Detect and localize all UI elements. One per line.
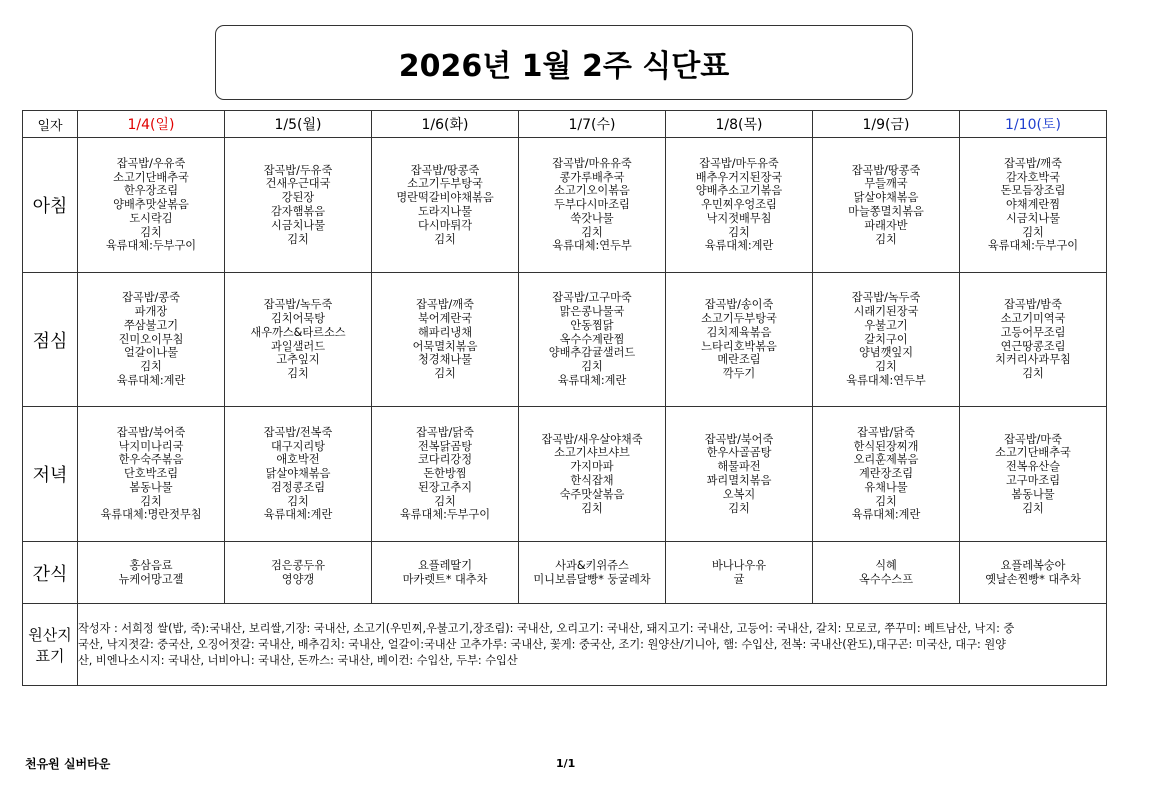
menu-item: 유채나물: [864, 480, 908, 494]
menu-item: 홍삼음료: [129, 558, 173, 572]
menu-item: 소고기두부탕국: [407, 177, 483, 191]
menu-cell: [372, 407, 519, 542]
menu-item: 옥수수스프: [858, 572, 914, 586]
menu-item: 육류대체:두부구이: [105, 239, 197, 253]
meal-row-snack: [23, 542, 1107, 604]
meal-label: 점심: [23, 273, 78, 407]
menu-cell: [225, 138, 372, 273]
menu-item: 사과&키위쥬스: [555, 558, 629, 572]
title-box: [215, 25, 913, 100]
menu-item: 콩가루배추국: [559, 170, 625, 184]
menu-item: 잡곡밥/땅콩죽: [410, 163, 480, 177]
menu-cell: [813, 273, 960, 407]
menu-item: 김치: [875, 232, 897, 246]
menu-item: 김치: [434, 494, 456, 508]
menu-cell: [225, 407, 372, 542]
menu-item: 잡곡밥/북어죽: [116, 425, 186, 439]
menu-item: 전복유산슬: [1005, 460, 1061, 474]
menu-item: 낙지미나리국: [118, 439, 184, 453]
meal-row-dinner: [23, 407, 1107, 542]
menu-item: 애호박전: [276, 453, 320, 467]
meal-row-breakfast: [23, 138, 1107, 273]
menu-item: 느타리호박볶음: [701, 339, 777, 353]
menu-item: 육류대체:연두부: [552, 239, 632, 253]
menu-item: 양배추감귤샐러드: [548, 346, 636, 360]
menu-item: 된장고추지: [417, 480, 473, 494]
day-header: 1/10(토): [960, 111, 1107, 138]
menu-item: 김치: [875, 494, 897, 508]
menu-item: 우불고기: [864, 318, 908, 332]
date-header-label: 일자: [23, 111, 78, 138]
menu-item: 잡곡밥/우유죽: [116, 156, 186, 170]
menu-item: 명란떡갈비야채볶음: [396, 191, 494, 205]
menu-item: 가지마파: [570, 460, 614, 474]
menu-item: 코다리강정: [417, 453, 473, 467]
menu-item: 김치: [140, 494, 162, 508]
menu-item: 고등어무조림: [1000, 325, 1066, 339]
menu-item: 무들깨국: [864, 177, 908, 191]
menu-item: 메란조림: [717, 353, 761, 367]
menu-item: 육류대체:두부구이: [399, 508, 491, 522]
day-header: 1/8(목): [666, 111, 813, 138]
menu-item: 김치: [1022, 367, 1044, 381]
origin-label: 원산지 표기: [23, 604, 78, 686]
menu-item: 다시마튀각: [417, 218, 473, 232]
menu-item: 양배추맛살볶음: [113, 198, 189, 212]
menu-cell: [519, 542, 666, 604]
menu-item: 감자호박국: [1005, 170, 1061, 184]
menu-item: 깍두기: [722, 367, 756, 381]
menu-item: 김치: [287, 232, 309, 246]
menu-item: 시금치나물: [1005, 211, 1061, 225]
menu-cell: [225, 542, 372, 604]
menu-item: 김치: [434, 367, 456, 381]
menu-item: 영양갱: [281, 572, 315, 586]
menu-cell: [519, 138, 666, 273]
menu-cell: [666, 407, 813, 542]
menu-item: 김치: [581, 225, 603, 239]
menu-cell: [960, 138, 1107, 273]
menu-item: 식혜: [875, 558, 897, 572]
menu-item: 계란장조림: [858, 467, 914, 481]
menu-item: 김치: [875, 360, 897, 374]
day-header: 1/9(금): [813, 111, 960, 138]
menu-cell: [78, 542, 225, 604]
menu-item: 마카렛트* 대추차: [402, 572, 488, 586]
menu-item: 김치제육볶음: [706, 325, 772, 339]
menu-item: 전복닭곰탕: [417, 439, 473, 453]
menu-item: 잡곡밥/송이죽: [704, 298, 774, 312]
menu-cell: [813, 407, 960, 542]
menu-item: 김치어묵탕: [270, 311, 326, 325]
menu-item: 시래기된장국: [853, 305, 919, 318]
menu-item: 새우까스&타르소스: [250, 325, 346, 339]
menu-item: 잡곡밥/고구마죽: [552, 291, 632, 305]
menu-item: 잡곡밥/새우살야채죽: [541, 432, 643, 446]
menu-item: 안동찜닭: [570, 318, 614, 332]
menu-cell: [225, 273, 372, 407]
menu-item: 과일샐러드: [270, 339, 326, 353]
menu-item: 닭살야채볶음: [853, 191, 919, 205]
menu-item: 야채계란찜: [1005, 198, 1061, 212]
menu-item: 김치: [1022, 501, 1044, 515]
menu-cell: [78, 138, 225, 273]
menu-item: 잡곡밥/전복죽: [263, 425, 333, 439]
menu-item: 파개장: [134, 305, 168, 318]
meal-label: 저녁: [23, 407, 78, 542]
menu-cell: [519, 273, 666, 407]
menu-item: 해물파전: [717, 460, 761, 474]
menu-item: 소고기미역국: [1000, 311, 1066, 325]
menu-item: 도라지나물: [417, 205, 473, 218]
menu-cell: [813, 138, 960, 273]
menu-item: 김치: [728, 225, 750, 239]
menu-item: 한식잡채: [570, 474, 614, 487]
menu-item: 단호박조림: [123, 467, 179, 481]
menu-item: 육류대체:계란: [116, 373, 186, 387]
menu-item: 어묵멸치볶음: [412, 339, 478, 353]
menu-item: 봄동나물: [1011, 487, 1055, 501]
menu-item: 닭살야채볶음: [265, 467, 331, 481]
menu-item: 김치: [581, 501, 603, 515]
menu-item: 소고기두부탕국: [701, 311, 777, 325]
menu-item: 북어계란국: [417, 311, 473, 325]
day-header: 1/6(화): [372, 111, 519, 138]
menu-item: 돈한방찜: [423, 467, 467, 481]
menu-item: 잡곡밥/닭죽: [416, 425, 474, 439]
menu-item: 김치: [287, 367, 309, 381]
footer-page-number: 1/1: [556, 757, 576, 770]
menu-cell: [372, 138, 519, 273]
menu-item: 쭈삼불고기: [123, 318, 179, 332]
menu-item: 갈치구이: [864, 332, 908, 346]
menu-item: 잡곡밥/땅콩죽: [851, 163, 921, 177]
day-header: 1/5(월): [225, 111, 372, 138]
menu-item: 숙주맛살볶음: [559, 487, 625, 501]
menu-item: 해파리냉채: [417, 325, 473, 339]
menu-item: 잡곡밥/마죽: [1004, 432, 1062, 446]
menu-item: 도시락김: [129, 211, 173, 225]
origin-line: 산, 비엔나소시지: 국내산, 너비아니: 국내산, 돈까스: 국내산, 베이컨: 수입산, 두부: 수입산: [78, 653, 518, 667]
menu-item: 고구마조림: [1005, 474, 1061, 487]
menu-cell: [666, 273, 813, 407]
menu-item: 육류대체:계란: [557, 373, 627, 387]
menu-item: 양념깻잎지: [858, 346, 914, 360]
menu-item: 배추우거지된장국: [695, 170, 783, 184]
menu-item: 소고기단배추국: [995, 446, 1071, 460]
menu-item: 잡곡밥/북어죽: [704, 432, 774, 446]
menu-item: 검은콩두유: [270, 558, 326, 572]
origin-line: 국산, 낙지젓갈: 중국산, 오징어젓갈: 국내산, 배추김치: 국내산, 얼갈이:국내산 고추가루: 국내산, 꽃게: 중국산, 조기: 원양산/기니아, 햄: 수입산, 전복: 국내산(완도),대구곤: 미국산, 대구: 원양: [78, 637, 1006, 651]
menu-cell: [960, 273, 1107, 407]
menu-cell: [960, 542, 1107, 604]
menu-item: 잡곡밥/깨죽: [1004, 156, 1062, 170]
menu-item: 소고기오이볶음: [554, 184, 630, 198]
menu-item: 마늘쫑멸치볶음: [848, 205, 924, 218]
menu-item: 한우장조림: [123, 184, 179, 198]
menu-item: 얼갈이나물: [123, 346, 179, 360]
menu-item: 잡곡밥/콩죽: [122, 291, 180, 305]
menu-item: 잡곡밥/녹두죽: [263, 298, 333, 312]
menu-item: 요플레딸기: [417, 558, 473, 572]
menu-item: 맑은콩나물국: [559, 305, 625, 318]
menu-cell: [78, 273, 225, 407]
meal-label: 아침: [23, 138, 78, 273]
menu-item: 진미오이무침: [118, 332, 184, 346]
menu-item: 낙지젓배무침: [706, 211, 772, 225]
menu-item: 한식된장찌개: [853, 439, 919, 453]
menu-item: 감자햄볶음: [270, 205, 326, 218]
menu-cell: [813, 542, 960, 604]
menu-item: 김치: [581, 360, 603, 374]
menu-item: 소고기샤브샤브: [554, 446, 630, 460]
menu-item: 잡곡밥/마유유죽: [552, 156, 632, 170]
meal-row-lunch: [23, 273, 1107, 407]
menu-item: 오복지: [722, 487, 756, 501]
menu-item: 두부다시마조림: [554, 198, 630, 212]
origin-line: 작성자 : 서희정 쌀(밥, 죽):국내산, 보리쌀,기장: 국내산, 소고기(우민찌,우불고기,장조림): 국내산, 오리고기: 국내산, 돼지고기: 국내산, 고등어: 국내산, 갈치: 모로코, 쭈꾸미: 베트남산, 낙지: 중: [78, 621, 1015, 635]
menu-item: 한우사골곰탕: [706, 446, 772, 460]
menu-item: 돈모듬장조림: [1000, 184, 1066, 198]
menu-table: [22, 110, 1107, 686]
menu-item: 청경채나물: [417, 353, 473, 367]
menu-cell: [78, 407, 225, 542]
menu-item: 소고기단배추국: [113, 170, 189, 184]
menu-item: 잡곡밥/두유죽: [263, 163, 333, 177]
menu-item: 파래자반: [864, 218, 908, 232]
menu-item: 육류대체:연두부: [846, 373, 926, 387]
footer-org: 천유원 실버타운: [25, 757, 111, 771]
menu-item: 오리훈제볶음: [853, 453, 919, 467]
menu-item: 꽈리멸치볶음: [706, 474, 772, 487]
menu-item: 김치: [434, 232, 456, 246]
menu-item: 검정콩조림: [270, 480, 326, 494]
menu-item: 김치: [1022, 225, 1044, 239]
menu-cell: [519, 407, 666, 542]
menu-item: 육류대체:두부구이: [987, 239, 1079, 253]
menu-item: 뉴케어망고젤: [118, 572, 184, 586]
menu-item: 귤: [733, 572, 745, 586]
menu-item: 연근땅콩조림: [1000, 339, 1066, 353]
menu-item: 김치: [140, 225, 162, 239]
menu-item: 잡곡밥/밤죽: [1004, 298, 1062, 312]
menu-item: 대구지리탕: [270, 439, 326, 453]
menu-item: 김치: [140, 360, 162, 374]
menu-item: 잡곡밥/녹두죽: [851, 291, 921, 305]
menu-item: 치커리사과무침: [995, 353, 1071, 367]
menu-item: 옥수수계란찜: [559, 332, 625, 346]
day-header: 1/4(일): [78, 111, 225, 138]
menu-item: 봄동나물: [129, 480, 173, 494]
menu-item: 쑥갓나물: [570, 211, 614, 225]
header-row: [23, 111, 1107, 138]
menu-item: 육류대체:계란: [851, 508, 921, 522]
menu-item: 김치: [287, 494, 309, 508]
menu-item: 강된장: [281, 191, 315, 205]
menu-cell: [372, 542, 519, 604]
menu-item: 옛날손찐빵* 대추차: [985, 572, 1081, 586]
menu-cell: [372, 273, 519, 407]
menu-cell: [666, 542, 813, 604]
menu-item: 잡곡밥/닭죽: [857, 425, 915, 439]
menu-item: 바나나우유: [711, 558, 767, 572]
menu-item: 육류대체:계란: [263, 508, 333, 522]
menu-cell: [960, 407, 1107, 542]
menu-item: 고추잎지: [276, 353, 320, 367]
menu-item: 육류대체:계란: [704, 239, 774, 253]
menu-item: 잡곡밥/마두유죽: [699, 156, 779, 170]
menu-item: 요플레복숭아: [1000, 558, 1066, 572]
menu-item: 김치: [728, 501, 750, 515]
origin-text: [78, 604, 1107, 686]
menu-item: 시금치나물: [270, 218, 326, 232]
menu-cell: [666, 138, 813, 273]
origin-row: [23, 604, 1107, 686]
page-title: 2026년 1월 2주 식단표: [398, 48, 730, 84]
menu-item: 잡곡밥/깨죽: [416, 298, 474, 312]
menu-item: 우민찌우엉조림: [701, 198, 777, 212]
day-header: 1/7(수): [519, 111, 666, 138]
menu-item: 미니보름달빵* 둥굴레차: [533, 572, 651, 586]
menu-item: 양배추소고기볶음: [695, 184, 783, 198]
menu-item: 한우숙주볶음: [118, 453, 184, 467]
menu-item: 육류대체:명란젓무침: [100, 508, 202, 522]
menu-item: 건새우근대국: [265, 177, 331, 191]
meal-label: 간식: [23, 542, 78, 604]
